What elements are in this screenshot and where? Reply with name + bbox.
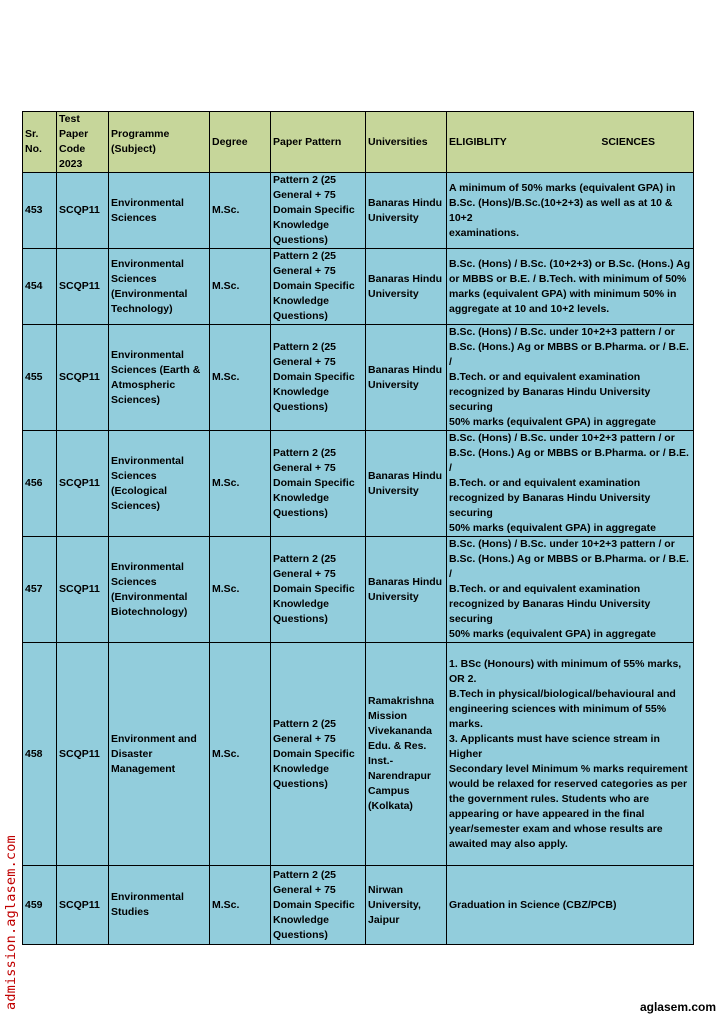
sr-cell: 456: [23, 431, 57, 537]
code-cell: SCQP11: [57, 866, 109, 945]
eligibility-cell: 1. BSc (Honours) with minimum of 55% marks, OR 2. B.Tech in physical/biological/behavioural and engineering sciences with minimum of 55% marks. 3. Applicants must have science stream in Higher Secondary level Minimum % marks requirement would be relaxed for reserved categories as per the government rules. Students who are appearing or have appeared in the final year/semester exam and whose results are awaited may also apply.: [447, 643, 694, 866]
header-sr-no: Sr. No.: [23, 112, 57, 173]
header-programme: Programme (Subject): [109, 112, 210, 173]
code-cell: SCQP11: [57, 325, 109, 431]
sr-cell: 453: [23, 173, 57, 249]
table-header-row: [23, 112, 694, 173]
header-eligibility: [447, 112, 694, 173]
programme-cell: Environmental Sciences (Earth & Atmospheric Sciences): [109, 325, 210, 431]
eligibility-table: [22, 111, 694, 945]
code-cell: SCQP11: [57, 537, 109, 643]
programme-cell: Environmental Sciences (Ecological Sciences): [109, 431, 210, 537]
code-cell: SCQP11: [57, 431, 109, 537]
sr-cell: 454: [23, 249, 57, 325]
footer-brand: aglasem.com: [639, 1000, 716, 1014]
eligibility-cell: B.Sc. (Hons) / B.Sc. under 10+2+3 pattern / or B.Sc. (Hons.) Ag or MBBS or B.Pharma. or / B.E. / B.Tech. or and equivalent examination recognized by Banaras Hindu University securing 50% marks (equivalent GPA) in aggregate: [447, 325, 694, 431]
watermark-text: admission.aglasem.com: [3, 835, 19, 1010]
university-cell: Banaras Hindu University: [366, 431, 447, 537]
pattern-cell: Pattern 2 (25 General + 75 Domain Specific Knowledge Questions): [271, 249, 366, 325]
eligibility-cell: A minimum of 50% marks (equivalent GPA) in B.Sc. (Hons)/B.Sc.(10+2+3) as well as at 10 & 10+2 examinations.: [447, 173, 694, 249]
header-sciences-label: SCIENCES: [601, 135, 655, 148]
eligibility-cell: B.Sc. (Hons) / B.Sc. under 10+2+3 pattern / or B.Sc. (Hons.) Ag or MBBS or B.Pharma. or / B.E. / B.Tech. or and equivalent examination recognized by Banaras Hindu University securing 50% marks (equivalent GPA) in aggregate: [447, 537, 694, 643]
eligibility-cell: B.Sc. (Hons) / B.Sc. under 10+2+3 pattern / or B.Sc. (Hons.) Ag or MBBS or B.Pharma. or / B.E. / B.Tech. or and equivalent examination recognized by Banaras Hindu University securing 50% marks (equivalent GPA) in aggregate: [447, 431, 694, 537]
eligibility-cell: Graduation in Science (CBZ/PCB): [447, 866, 694, 945]
pattern-cell: Pattern 2 (25 General + 75 Domain Specific Knowledge Questions): [271, 643, 366, 866]
degree-cell: M.Sc.: [210, 431, 271, 537]
pattern-cell: Pattern 2 (25 General + 75 Domain Specific Knowledge Questions): [271, 537, 366, 643]
university-cell: Banaras Hindu University: [366, 537, 447, 643]
degree-cell: M.Sc.: [210, 866, 271, 945]
code-cell: SCQP11: [57, 643, 109, 866]
degree-cell: M.Sc.: [210, 643, 271, 866]
degree-cell: M.Sc.: [210, 249, 271, 325]
header-degree: Degree: [210, 112, 271, 173]
university-cell: Nirwan University, Jaipur: [366, 866, 447, 945]
table-row: [23, 431, 694, 537]
university-cell: Banaras Hindu University: [366, 325, 447, 431]
table-row: [23, 866, 694, 945]
table-row: [23, 537, 694, 643]
programme-cell: Environment and Disaster Management: [109, 643, 210, 866]
programme-cell: Environmental Sciences (Environmental Biotechnology): [109, 537, 210, 643]
sr-cell: 458: [23, 643, 57, 866]
header-universities: Universities: [366, 112, 447, 173]
pattern-cell: Pattern 2 (25 General + 75 Domain Specific Knowledge Questions): [271, 173, 366, 249]
programme-cell: Environmental Sciences: [109, 173, 210, 249]
pattern-cell: Pattern 2 (25 General + 75 Domain Specific Knowledge Questions): [271, 431, 366, 537]
header-eligibility-label: ELIGIBLITY: [449, 135, 507, 148]
university-cell: Banaras Hindu University: [366, 173, 447, 249]
degree-cell: M.Sc.: [210, 325, 271, 431]
programme-cell: Environmental Studies: [109, 866, 210, 945]
programme-cell: Environmental Sciences (Environmental Technology): [109, 249, 210, 325]
table-row: [23, 325, 694, 431]
header-paper-pattern: Paper Pattern: [271, 112, 366, 173]
eligibility-cell: B.Sc. (Hons) / B.Sc. (10+2+3) or B.Sc. (Hons.) Ag or MBBS or B.E. / B.Tech. with minimum of 50% marks (equivalent GPA) with minimum 50% in aggregate at 10 and 10+2 levels.: [447, 249, 694, 325]
pattern-cell: Pattern 2 (25 General + 75 Domain Specific Knowledge Questions): [271, 866, 366, 945]
university-cell: Ramakrishna Mission Vivekananda Edu. & Res. Inst.- Narendrapur Campus (Kolkata): [366, 643, 447, 866]
code-cell: SCQP11: [57, 249, 109, 325]
degree-cell: M.Sc.: [210, 537, 271, 643]
table-row: [23, 643, 694, 866]
sr-cell: 459: [23, 866, 57, 945]
table-row: [23, 173, 694, 249]
university-cell: Banaras Hindu University: [366, 249, 447, 325]
sr-cell: 457: [23, 537, 57, 643]
degree-cell: M.Sc.: [210, 173, 271, 249]
code-cell: SCQP11: [57, 173, 109, 249]
sr-cell: 455: [23, 325, 57, 431]
header-test-code: Test Paper Code 2023: [57, 112, 109, 173]
table-row: [23, 249, 694, 325]
pattern-cell: Pattern 2 (25 General + 75 Domain Specific Knowledge Questions): [271, 325, 366, 431]
